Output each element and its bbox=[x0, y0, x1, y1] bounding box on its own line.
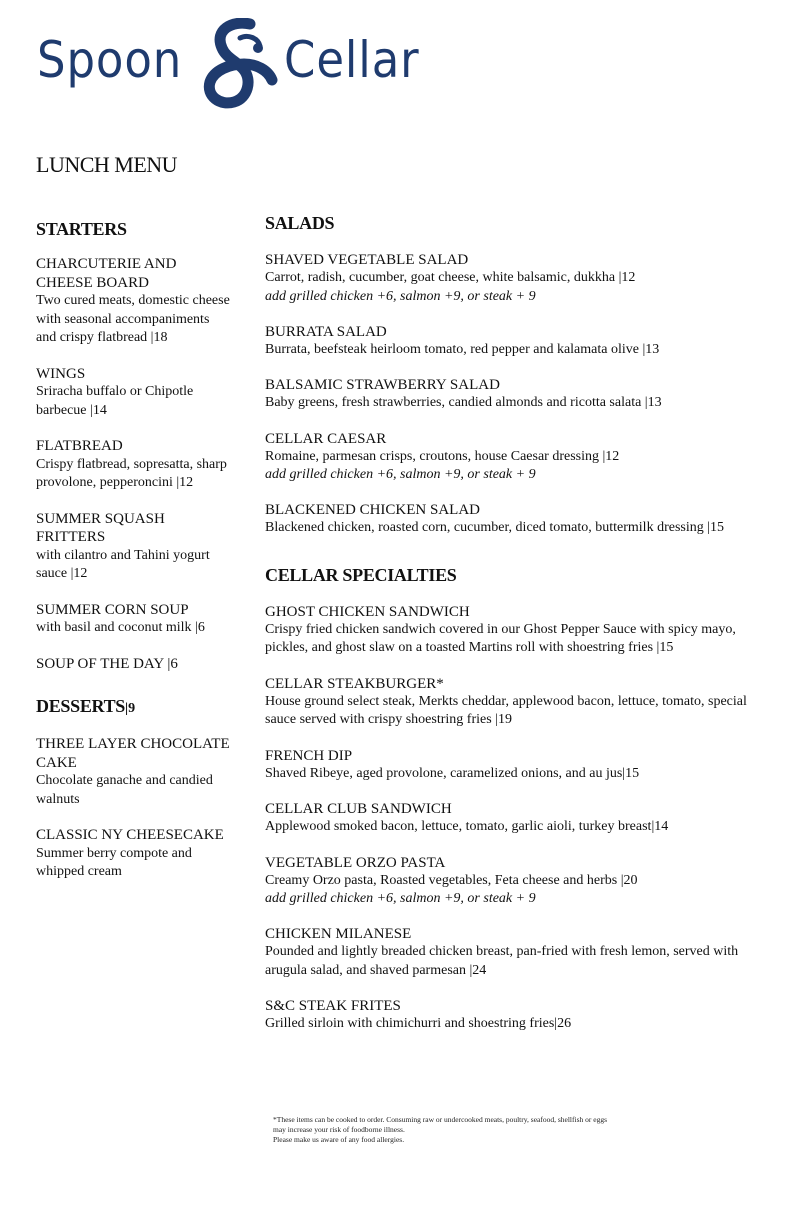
menu-item-description: Blackened chicken, roasted corn, cucumber, diced tomato, buttermilk dressing |15 bbox=[265, 520, 725, 535]
menu-item-addon-note: add grilled chicken +6, salmon +9, or steak + 9 bbox=[265, 891, 536, 906]
logo-word-spoon: Spoon bbox=[37, 31, 183, 89]
left-column bbox=[36, 218, 231, 899]
menu-item-description: Creamy Orzo pasta, Roasted vegetables, Feta cheese and herbs |20 bbox=[265, 872, 638, 888]
salads-title: SALADS bbox=[265, 213, 335, 233]
menu-item bbox=[265, 376, 755, 413]
menu-item-description: with cilantro and Tahini yogurt sauce |12 bbox=[36, 547, 210, 581]
desserts-title bbox=[36, 695, 231, 720]
menu-item bbox=[265, 800, 755, 837]
menu-item-name: CELLAR STEAKBURGER* bbox=[265, 675, 444, 692]
menu-item-description: Shaved Ribeye, aged provolone, caramelized onions, and au jus|15 bbox=[265, 765, 640, 781]
menu-item-name: CHICKEN MILANESE bbox=[265, 926, 412, 942]
menu-item bbox=[36, 601, 231, 638]
menu-item bbox=[36, 510, 231, 584]
right-column bbox=[265, 212, 755, 1051]
menu-item-name: THREE LAYER CHOCOLATE CAKE bbox=[36, 736, 230, 771]
menu-item-name: CELLAR CAESAR bbox=[265, 430, 387, 447]
salads-list bbox=[265, 251, 755, 538]
logo-word-cellar: Cellar bbox=[284, 31, 420, 89]
menu-item bbox=[36, 365, 231, 421]
footnote-line: may increase your risk of foodborne illness. bbox=[273, 1125, 405, 1134]
menu-item bbox=[36, 735, 231, 809]
starters-list bbox=[36, 255, 231, 673]
menu-item-name: FRENCH DIP bbox=[265, 747, 353, 764]
menu-item bbox=[265, 603, 755, 658]
menu-item-name: SHAVED VEGETABLE SALAD bbox=[265, 252, 469, 268]
menu-item-description: Burrata, beefsteak heirloom tomato, red pepper and kalamata olive |13 bbox=[265, 341, 660, 357]
footnote-line: *These items can be cooked to order. Consuming raw or undercooked meats, poultry, seafood, shellfish or eggs bbox=[273, 1115, 608, 1124]
desserts-list bbox=[36, 735, 231, 882]
specialties-list bbox=[265, 603, 755, 1034]
menu-item bbox=[265, 323, 755, 360]
menu-item-description: Applewood smoked bacon, lettuce, tomato, garlic aioli, turkey breast|14 bbox=[265, 819, 669, 834]
menu-item bbox=[265, 925, 755, 980]
menu-item-description: Baby greens, fresh strawberries, candied almonds and ricotta salata |13 bbox=[265, 395, 662, 410]
menu-item-name: S&C STEAK FRITES bbox=[265, 998, 401, 1014]
menu-item-name: CHARCUTERIE AND CHEESE BOARD bbox=[36, 256, 177, 291]
menu-item-name: VEGETABLE ORZO PASTA bbox=[265, 854, 446, 871]
menu-item-name: CLASSIC NY CHEESECAKE bbox=[36, 827, 224, 843]
menu-item-name: FLATBREAD bbox=[36, 438, 123, 454]
menu-item bbox=[36, 437, 231, 493]
menu-item-name: BALSAMIC STRAWBERRY SALAD bbox=[265, 377, 500, 393]
footnote bbox=[273, 1115, 713, 1145]
menu-item-description: Two cured meats, domestic cheese with seasonal accompaniments and crispy flatbread |18 bbox=[36, 293, 230, 345]
logo bbox=[37, 18, 427, 110]
menu-item-description: Chocolate ganache and candied walnuts bbox=[36, 773, 213, 807]
menu-item bbox=[265, 997, 755, 1034]
specialties-title: CELLAR SPECIALTIES bbox=[265, 564, 457, 585]
menu-item bbox=[265, 430, 755, 485]
menu-item-name: SOUP OF THE DAY |6 bbox=[36, 655, 178, 672]
menu-item bbox=[36, 655, 231, 674]
menu-item-name: BURRATA SALAD bbox=[265, 323, 387, 340]
menu-item-name: WINGS bbox=[36, 365, 86, 382]
ampersand-icon bbox=[192, 18, 287, 110]
footnote-line: Please make us aware of any food allergies. bbox=[273, 1135, 405, 1144]
menu-item bbox=[265, 747, 755, 784]
menu-item-description: Carrot, radish, cucumber, goat cheese, white balsamic, dukkha |12 bbox=[265, 270, 636, 285]
menu-item bbox=[265, 675, 755, 730]
desserts-price: |9 bbox=[125, 701, 136, 716]
menu-item-description: Crispy fried chicken sandwich covered in our Ghost Pepper Sauce with spicy mayo, pickles, and ghost slaw on a toasted Martins roll with shoestring fries |15 bbox=[265, 621, 736, 655]
menu-item-description: with basil and coconut milk |6 bbox=[36, 620, 205, 635]
menu-item-name: GHOST CHICKEN SANDWICH bbox=[265, 603, 470, 620]
menu-item-description: Sriracha buffalo or Chipotle barbecue |14 bbox=[36, 384, 194, 418]
menu-item bbox=[265, 251, 755, 306]
menu-item-description: Crispy flatbread, sopresatta, sharp provolone, pepperoncini |12 bbox=[36, 456, 227, 490]
menu-item-description: Summer berry compote and whipped cream bbox=[36, 845, 192, 879]
menu-item bbox=[36, 255, 231, 348]
menu-item-addon-note: add grilled chicken +6, salmon +9, or steak + 9 bbox=[265, 288, 536, 304]
menu-item-name: CELLAR CLUB SANDWICH bbox=[265, 801, 452, 817]
menu-item-description: Romaine, parmesan crisps, croutons, house Caesar dressing |12 bbox=[265, 448, 620, 464]
menu-item-description: House ground select steak, Merkts cheddar, applewood bacon, lettuce, tomato, special sauce served with crispy shoestring fries |19 bbox=[265, 693, 747, 727]
starters-title: STARTERS bbox=[36, 219, 127, 239]
menu-item-description: Grilled sirloin with chimichurri and shoestring fries|26 bbox=[265, 1016, 572, 1031]
menu-item bbox=[36, 826, 231, 882]
menu-item-name: SUMMER SQUASH FRITTERS bbox=[36, 510, 165, 545]
menu-item-name: BLACKENED CHICKEN SALAD bbox=[265, 502, 480, 518]
menu-item-addon-note: add grilled chicken +6, salmon +9, or steak + 9 bbox=[265, 467, 536, 482]
menu-item-name: SUMMER CORN SOUP bbox=[36, 601, 189, 618]
menu-item bbox=[265, 854, 755, 909]
page-title: LUNCH MENU bbox=[36, 152, 178, 177]
menu-item bbox=[265, 501, 755, 538]
desserts-title-text: DESSERTS bbox=[36, 696, 126, 716]
menu-item-description: Pounded and lightly breaded chicken breast, pan-fried with fresh lemon, served with arugula salad, and shaved parmesan |24 bbox=[265, 944, 739, 978]
